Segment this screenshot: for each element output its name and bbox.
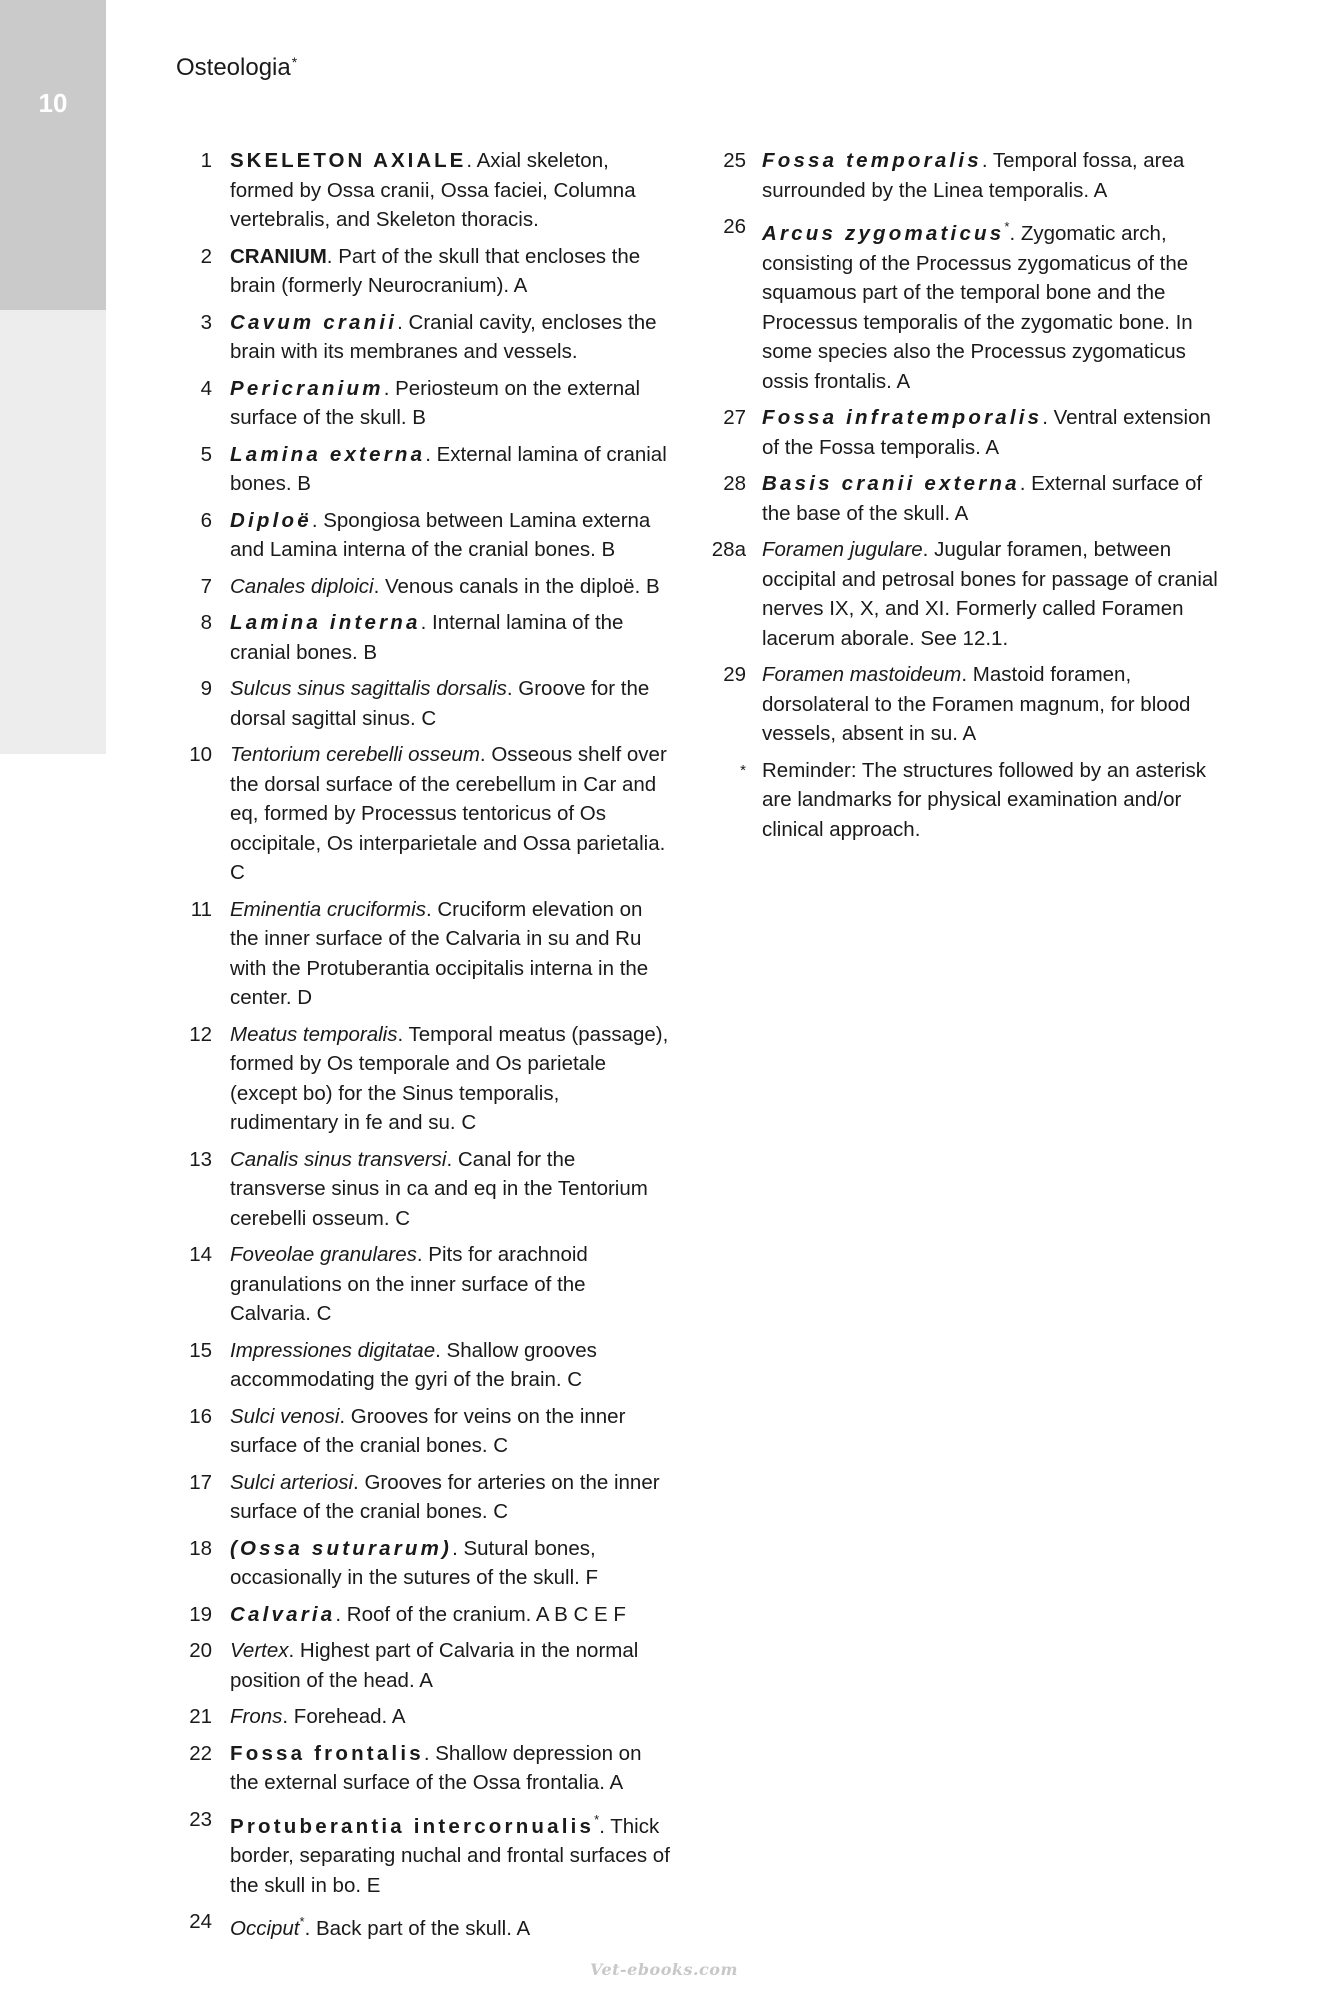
glossary-entry: [170, 674, 670, 733]
entry-description: . External surface of the base of the skull. A: [762, 472, 1203, 525]
glossary-entry: [170, 895, 670, 1013]
entry-term: Arcus zygomaticus: [762, 222, 1005, 245]
glossary-entry: [170, 242, 670, 301]
entry-term: Canales diploici: [230, 574, 374, 598]
glossary-entry: [170, 374, 670, 433]
entry-term: SKELETON AXIALE: [230, 149, 467, 172]
glossary-entry: [170, 1020, 670, 1138]
entry-description: . Osseous shelf over the dorsal surface of the cerebellum in Car and eq, formed by Processus tentoricus of Os occipitale, Os interparietale and Ossa parietalia. C: [230, 743, 667, 884]
entry-text: [230, 1636, 670, 1695]
entry-description: . Canal for the transverse sinus in ca and eq in the Tentorium cerebelli osseum. C: [230, 1147, 648, 1230]
chapter-side-tab-extension: [0, 310, 106, 754]
entry-number: 26: [723, 215, 746, 238]
entry-number: 3: [200, 310, 212, 334]
entry-number: 4: [200, 376, 212, 400]
entry-text: [762, 469, 1220, 528]
entry-number: 9: [200, 677, 212, 700]
entry-description: . Temporal fossa, area surrounded by the Linea temporalis. A: [762, 149, 1185, 202]
entry-term: Eminentia cruciformis: [230, 897, 426, 921]
entry-description: . Shallow depression on the external surface of the Ossa frontalia. A: [230, 1741, 642, 1794]
entry-number: 15: [189, 1338, 212, 1362]
entry-description: . Pits for arachnoid granulations on the inner surface of the Calvaria. C: [230, 1243, 588, 1325]
entry-asterisk: *: [1004, 219, 1010, 234]
glossary-entry: [170, 1402, 670, 1461]
entry-text: [762, 756, 1220, 845]
entry-term: Occiput: [230, 1917, 300, 1940]
entry-number: 19: [189, 1602, 212, 1626]
entry-term: Canalis sinus transversi: [230, 1147, 447, 1171]
watermark-logo: Vet-ebooks.com: [590, 1960, 738, 1979]
entry-number: 12: [189, 1022, 212, 1046]
entry-asterisk: *: [594, 1811, 600, 1827]
entry-text: [230, 1702, 670, 1732]
entry-description: . Thick border, separating nuchal and frontal surfaces of the skull in bo. E: [230, 1814, 670, 1897]
entry-text: [230, 572, 670, 602]
entry-text: [230, 1739, 670, 1798]
entry-term: Sulcus sinus sagittalis dorsalis: [230, 677, 507, 700]
entry-number: 21: [189, 1705, 212, 1728]
glossary-entry: [170, 1534, 670, 1593]
entry-term: Calvaria: [230, 1602, 336, 1626]
glossary-entry: [700, 535, 1220, 653]
entry-term: (Ossa suturarum): [230, 1536, 453, 1560]
running-header: [176, 54, 297, 82]
glossary-entry: [170, 440, 670, 499]
entry-number: 10: [189, 743, 212, 766]
entry-description: . Sutural bones, occasionally in the sutures of the skull. F: [230, 1536, 599, 1589]
entry-term: Tentorium cerebelli osseum: [230, 743, 480, 766]
entry-number: 2: [200, 244, 212, 268]
entry-text: [762, 146, 1220, 205]
entry-asterisk: *: [299, 1914, 305, 1929]
entry-text: [230, 242, 670, 301]
entry-text: [762, 403, 1220, 462]
entry-term: Fossa infratemporalis: [762, 406, 1043, 429]
glossary-entry: [700, 212, 1220, 396]
entry-description: . Jugular foramen, between occipital and petrosal bones for passage of cranial nerves IX, X, and XI. Formerly called Foramen lacerum aborale. See 12.1.: [762, 538, 1218, 650]
entry-term: Impressiones digitatae: [230, 1338, 436, 1362]
entry-number: 16: [189, 1404, 212, 1428]
glossary-entry: [170, 1907, 670, 1944]
glossary-entry: [170, 506, 670, 565]
entry-term: Meatus temporalis: [230, 1022, 398, 1046]
entry-text: [230, 1805, 670, 1901]
running-title: Osteologia: [176, 54, 291, 81]
entry-description: . Axial skeleton, formed by Ossa cranii, Ossa faciei, Columna vertebralis, and Skeleton thoracis.: [230, 149, 636, 231]
entry-number: 1: [200, 149, 212, 172]
entry-number: 27: [723, 406, 746, 429]
glossary-entry: [700, 469, 1220, 528]
entry-number: 6: [200, 508, 212, 532]
entry-text: [762, 660, 1220, 749]
glossary-entry: [170, 146, 670, 235]
entry-text: [230, 308, 670, 367]
entry-number: 8: [200, 611, 212, 634]
entry-text: [230, 506, 670, 565]
entry-description: . Cranial cavity, encloses the brain with its membranes and vessels.: [230, 310, 657, 363]
running-title-asterisk: *: [291, 54, 298, 70]
entry-text: [230, 1600, 670, 1630]
entry-description: . Ventral extension of the Fossa temporalis. A: [762, 406, 1211, 459]
entry-number: 11: [190, 897, 212, 921]
entry-number: 22: [189, 1741, 212, 1765]
glossary-entry: [170, 740, 670, 888]
entry-number: 17: [189, 1470, 212, 1494]
entry-description: . Roof of the cranium. A B C E F: [335, 1602, 626, 1626]
entry-term: Diploë: [230, 508, 312, 532]
entry-term: Sulci arteriosi: [230, 1470, 354, 1494]
entry-term: Frons: [230, 1705, 283, 1728]
entry-text: [230, 1240, 670, 1329]
entry-text: [230, 608, 670, 667]
entry-description: . Zygomatic arch, consisting of the Processus zygomaticus of the squamous part of the temporal bone and the Processus temporalis of the zygomatic bone. In some species also the Processus zygomaticus ossis frontalis. A: [762, 222, 1193, 393]
glossary-entry: [700, 660, 1220, 749]
entry-description: Reminder: The structures followed by an asterisk are landmarks for physical examination and/or clinical approach.: [762, 758, 1206, 841]
entry-term: Foramen jugulare: [762, 538, 923, 561]
entry-number: 24: [189, 1910, 212, 1933]
entry-term: Lamina externa: [230, 442, 426, 466]
entry-text: [762, 535, 1220, 653]
entry-text: [230, 146, 670, 235]
entry-text: [230, 740, 670, 888]
entry-text: [230, 1402, 670, 1461]
entry-term: Foveolae granulares: [230, 1243, 417, 1266]
entry-description: . Spongiosa between Lamina externa and Lamina interna of the cranial bones. B: [230, 508, 651, 561]
entry-term: Fossa frontalis: [230, 1741, 424, 1765]
entry-number: 28a: [711, 538, 746, 561]
entry-term: Fossa temporalis: [762, 149, 982, 172]
glossary-entry: [170, 1468, 670, 1527]
entry-term: Basis cranii externa: [762, 472, 1020, 495]
glossary-entry: [170, 1739, 670, 1798]
entry-number: 5: [200, 442, 212, 466]
entry-term: Protuberantia intercornualis: [230, 1814, 595, 1838]
entry-description: . Forehead. A: [282, 1705, 406, 1728]
right-column: [700, 146, 1220, 851]
glossary-entry: [170, 308, 670, 367]
entry-text: [230, 1020, 670, 1138]
entry-number: 13: [189, 1147, 212, 1171]
entry-term: CRANIUM: [230, 244, 327, 268]
entry-text: [230, 674, 670, 733]
glossary-entry: [170, 1636, 670, 1695]
entry-term: Lamina interna: [230, 611, 421, 634]
glossary-entry: [170, 1240, 670, 1329]
entry-text: [230, 895, 670, 1013]
entry-description: . Grooves for veins on the inner surface of the cranial bones. C: [230, 1404, 626, 1457]
entry-description: . Periosteum on the external surface of the skull. B: [230, 376, 641, 429]
entry-number: 28: [723, 472, 746, 495]
entry-description: . Internal lamina of the cranial bones. B: [230, 611, 624, 664]
entry-description: . External lamina of cranial bones. B: [230, 442, 667, 495]
entry-description: . Cruciform elevation on the inner surface of the Calvaria in su and Ru with the Protuberantia occipitalis interna in the center. D: [230, 897, 649, 1009]
entry-term: Cavum cranii: [230, 310, 398, 334]
chapter-side-tab: [0, 0, 106, 310]
entry-description: . Venous canals in the diploë. B: [373, 574, 660, 598]
entry-number: *: [740, 761, 746, 779]
entry-term: Foramen mastoideum: [762, 663, 962, 686]
glossary-entry: [170, 572, 670, 602]
entry-term: Pericranium: [230, 376, 384, 400]
entry-description: . Shallow grooves accommodating the gyri of the brain. C: [230, 1338, 597, 1391]
entry-term: Sulci venosi: [230, 1404, 340, 1428]
glossary-entry: [170, 1600, 670, 1630]
entry-description: . Back part of the skull. A: [304, 1917, 531, 1940]
entry-number: 7: [200, 574, 212, 598]
entry-description: . Temporal meatus (passage), formed by Os temporale and Os parietale (except bo) for the Sinus temporalis, rudimentary in fe and su. C: [230, 1022, 669, 1134]
glossary-entry: [170, 1702, 670, 1732]
glossary-entry: [170, 1145, 670, 1234]
entry-text: [230, 1907, 670, 1944]
entry-number: 18: [189, 1536, 212, 1560]
entry-description: . Groove for the dorsal sagittal sinus. C: [230, 677, 650, 730]
entry-text: [230, 1534, 670, 1593]
glossary-entry: [170, 608, 670, 667]
glossary-entry: [700, 756, 1220, 845]
entry-text: [230, 1468, 670, 1527]
entry-text: [762, 212, 1220, 396]
entry-number: 23: [189, 1807, 212, 1831]
page-number: 10: [38, 88, 68, 118]
entry-text: [230, 440, 670, 499]
entry-number: 29: [723, 663, 746, 686]
entry-term: Vertex: [230, 1639, 289, 1662]
entry-number: 20: [189, 1639, 212, 1662]
entry-text: [230, 374, 670, 433]
entry-description: . Highest part of Calvaria in the normal position of the head. A: [230, 1639, 639, 1692]
entry-text: [230, 1336, 670, 1395]
glossary-entry: [170, 1336, 670, 1395]
entry-number: 25: [723, 149, 746, 172]
entry-text: [230, 1145, 670, 1234]
entry-description: . Grooves for arteries on the inner surface of the cranial bones. C: [230, 1470, 660, 1523]
entry-number: 14: [189, 1243, 212, 1266]
glossary-entry: [170, 1805, 670, 1901]
entry-description: . Part of the skull that encloses the brain (formerly Neurocranium). A: [230, 244, 641, 297]
entry-description: . Mastoid foramen, dorsolateral to the Foramen magnum, for blood vessels, absent in su. A: [762, 663, 1191, 745]
left-column: [170, 146, 670, 1951]
glossary-entry: [700, 403, 1220, 462]
glossary-entry: [700, 146, 1220, 205]
